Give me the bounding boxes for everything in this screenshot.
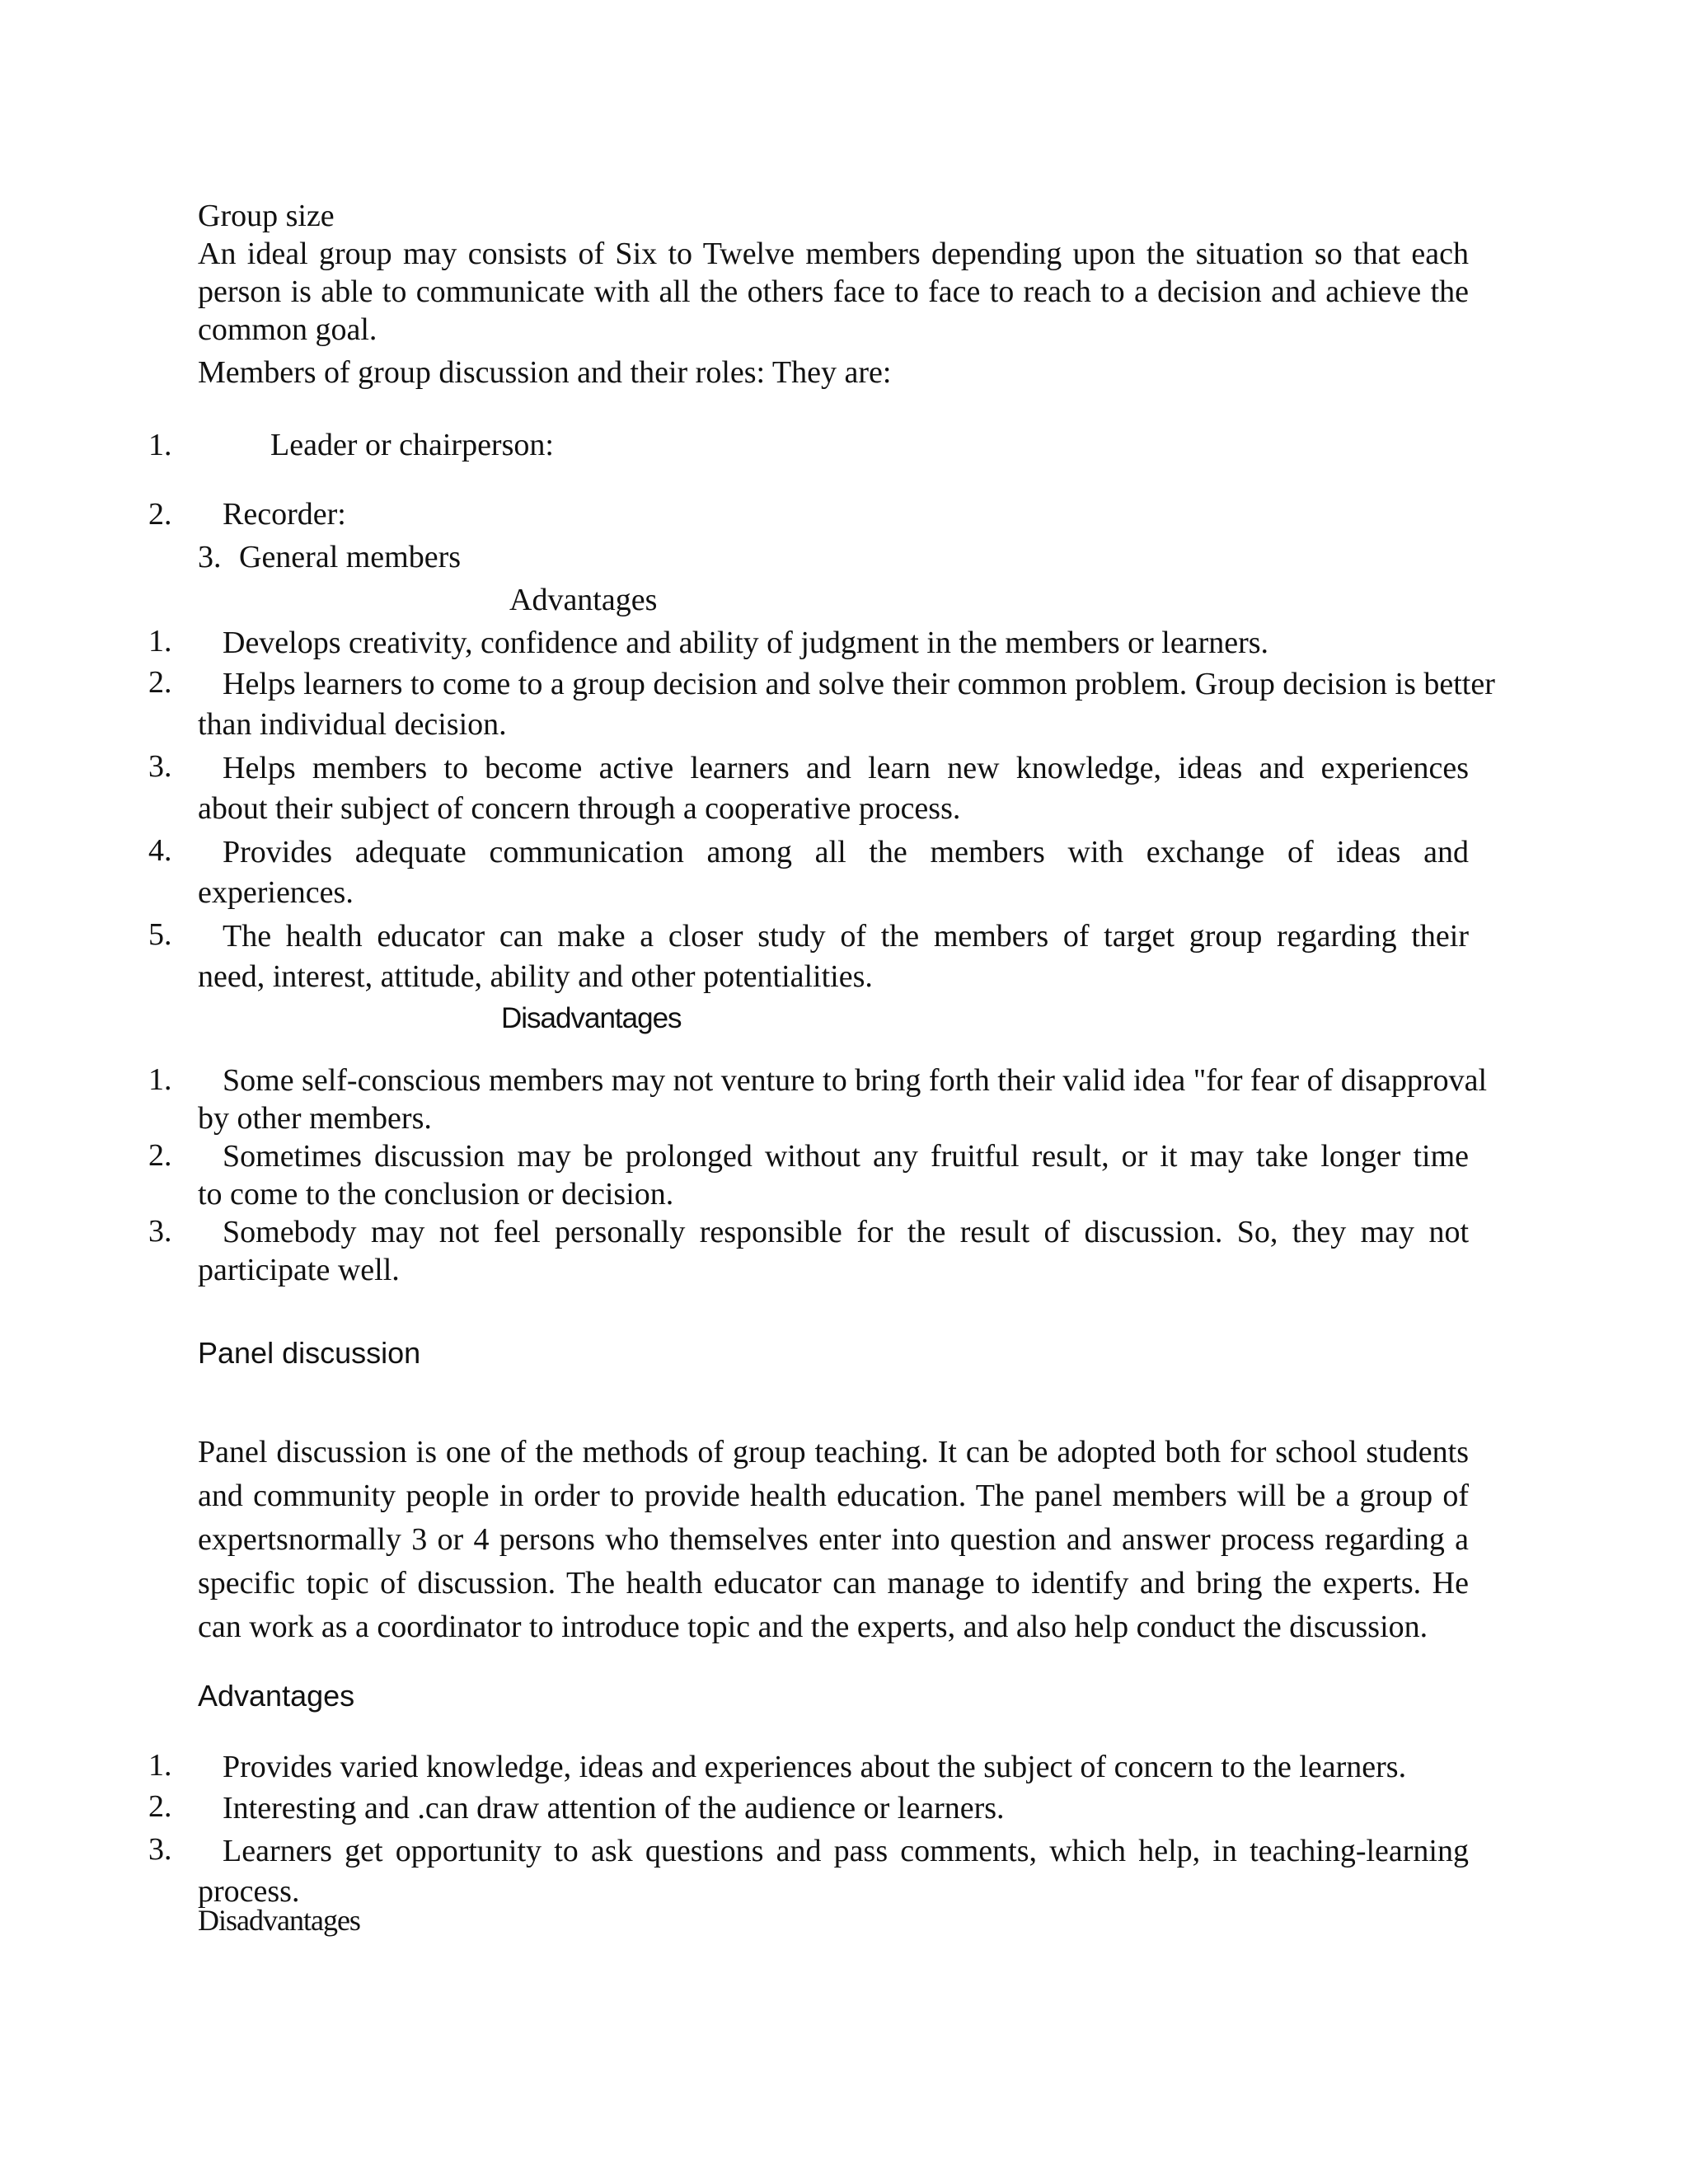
- panel-paragraph: [198, 1431, 1469, 1649]
- list-item-line: Develops creativity, confidence and ability of judgment in the members or learners.: [223, 626, 1269, 660]
- role-item: Leader or chairperson:: [270, 428, 554, 462]
- list-item: [198, 1788, 1469, 1829]
- list-number: 3.: [198, 540, 222, 574]
- paragraph-line: expertsnormally 3 or 4 persons who themselves enter into question and answer process regarding a: [198, 1522, 1469, 1557]
- list-item: [198, 1062, 1488, 1137]
- list-item-line: Sometimes discussion may be prolonged without any fruitful result, or it may take longer time: [223, 1139, 1469, 1174]
- group-size-heading: Group size: [198, 199, 335, 233]
- list-number: 3.: [148, 1214, 172, 1249]
- list-number: 1.: [148, 428, 172, 462]
- list-item: [198, 748, 1469, 829]
- list-item-line: Provides varied knowledge, ideas and experiences about the subject of concern to the learners.: [223, 1750, 1407, 1784]
- role-item: General members: [239, 540, 462, 574]
- list-item: [198, 916, 1469, 997]
- list-item-line: need, interest, attitude, ability and other potentialities.: [198, 959, 873, 994]
- list-item-line: The health educator can make a closer study of the members of target group regarding their: [223, 919, 1469, 954]
- list-item-line: experiences.: [198, 875, 354, 910]
- list-item-line: participate well.: [198, 1253, 400, 1287]
- section-heading-advantages: Advantages: [509, 583, 658, 617]
- paragraph-line: Panel discussion is one of the methods of group teaching. It can be adopted both for school students: [198, 1435, 1469, 1469]
- list-item-line: Somebody may not feel personally responsible for the result of discussion. So, they may not: [223, 1215, 1469, 1249]
- list-number: 2.: [148, 665, 172, 700]
- paragraph-line: specific topic of discussion. The health educator can manage to identify and bring the experts. He: [198, 1566, 1469, 1601]
- panel-disadvantages-heading: Disadvantages: [198, 1904, 360, 1937]
- list-number: 2.: [148, 497, 172, 532]
- list-item-line: than individual decision.: [198, 707, 507, 742]
- section-heading-disadvantages: Disadvantages: [501, 1002, 682, 1034]
- list-item: [198, 664, 1495, 745]
- list-number: 1.: [148, 624, 172, 658]
- list-number: 5.: [148, 917, 172, 952]
- list-item: [198, 623, 1469, 663]
- list-item-line: process.: [198, 1874, 300, 1909]
- list-number: 1.: [148, 1062, 172, 1097]
- list-item-line: Provides adequate communication among all the members with exchange of ideas and: [223, 835, 1469, 869]
- panel-advantages-heading: Advantages: [198, 1679, 355, 1713]
- list-item-line: Interesting and .can draw attention of the audience or learners.: [223, 1791, 1005, 1825]
- paragraph-line: can work as a coordinator to introduce topic and the experts, and also help conduct the discussion.: [198, 1610, 1428, 1644]
- list-item-line: Helps learners to come to a group decision and solve their common problem. Group decision is better: [223, 667, 1495, 701]
- group-size-para-line: An ideal group may consists of Six to Twelve members depending upon the situation so that each: [198, 237, 1469, 271]
- list-item: [198, 1831, 1469, 1912]
- paragraph-line: and community people in order to provide health education. The panel members will be a group of: [198, 1479, 1469, 1513]
- list-item-line: Learners get opportunity to ask questions and pass comments, which help, in teaching-learning: [223, 1834, 1469, 1868]
- list-item-line: Some self-conscious members may not venture to bring forth their valid idea "for fear of disapproval: [223, 1063, 1488, 1098]
- panel-discussion-heading: Panel discussion: [198, 1336, 421, 1370]
- list-item-line: about their subject of concern through a cooperative process.: [198, 791, 961, 826]
- list-number: 1.: [148, 1748, 172, 1783]
- list-number: 2.: [148, 1789, 172, 1824]
- list-item: [198, 1137, 1469, 1213]
- group-size-para-line: person is able to communicate with all the others face to face to reach to a decision and achieve the: [198, 274, 1469, 309]
- group-size-para-line: common goal.: [198, 312, 377, 347]
- list-item-line: to come to the conclusion or decision.: [198, 1177, 674, 1212]
- members-intro: Members of group discussion and their roles: They are:: [198, 355, 892, 390]
- list-number: 2.: [148, 1138, 172, 1173]
- list-item: [198, 832, 1469, 913]
- list-item-line: by other members.: [198, 1101, 432, 1136]
- list-number: 4.: [148, 833, 172, 868]
- list-item: [198, 1213, 1469, 1289]
- list-item-line: Helps members to become active learners and learn new knowledge, ideas and experiences: [223, 751, 1469, 785]
- list-number: 3.: [148, 749, 172, 784]
- role-item: Recorder:: [223, 497, 346, 532]
- list-number: 3.: [148, 1832, 172, 1867]
- list-item: [198, 1747, 1469, 1788]
